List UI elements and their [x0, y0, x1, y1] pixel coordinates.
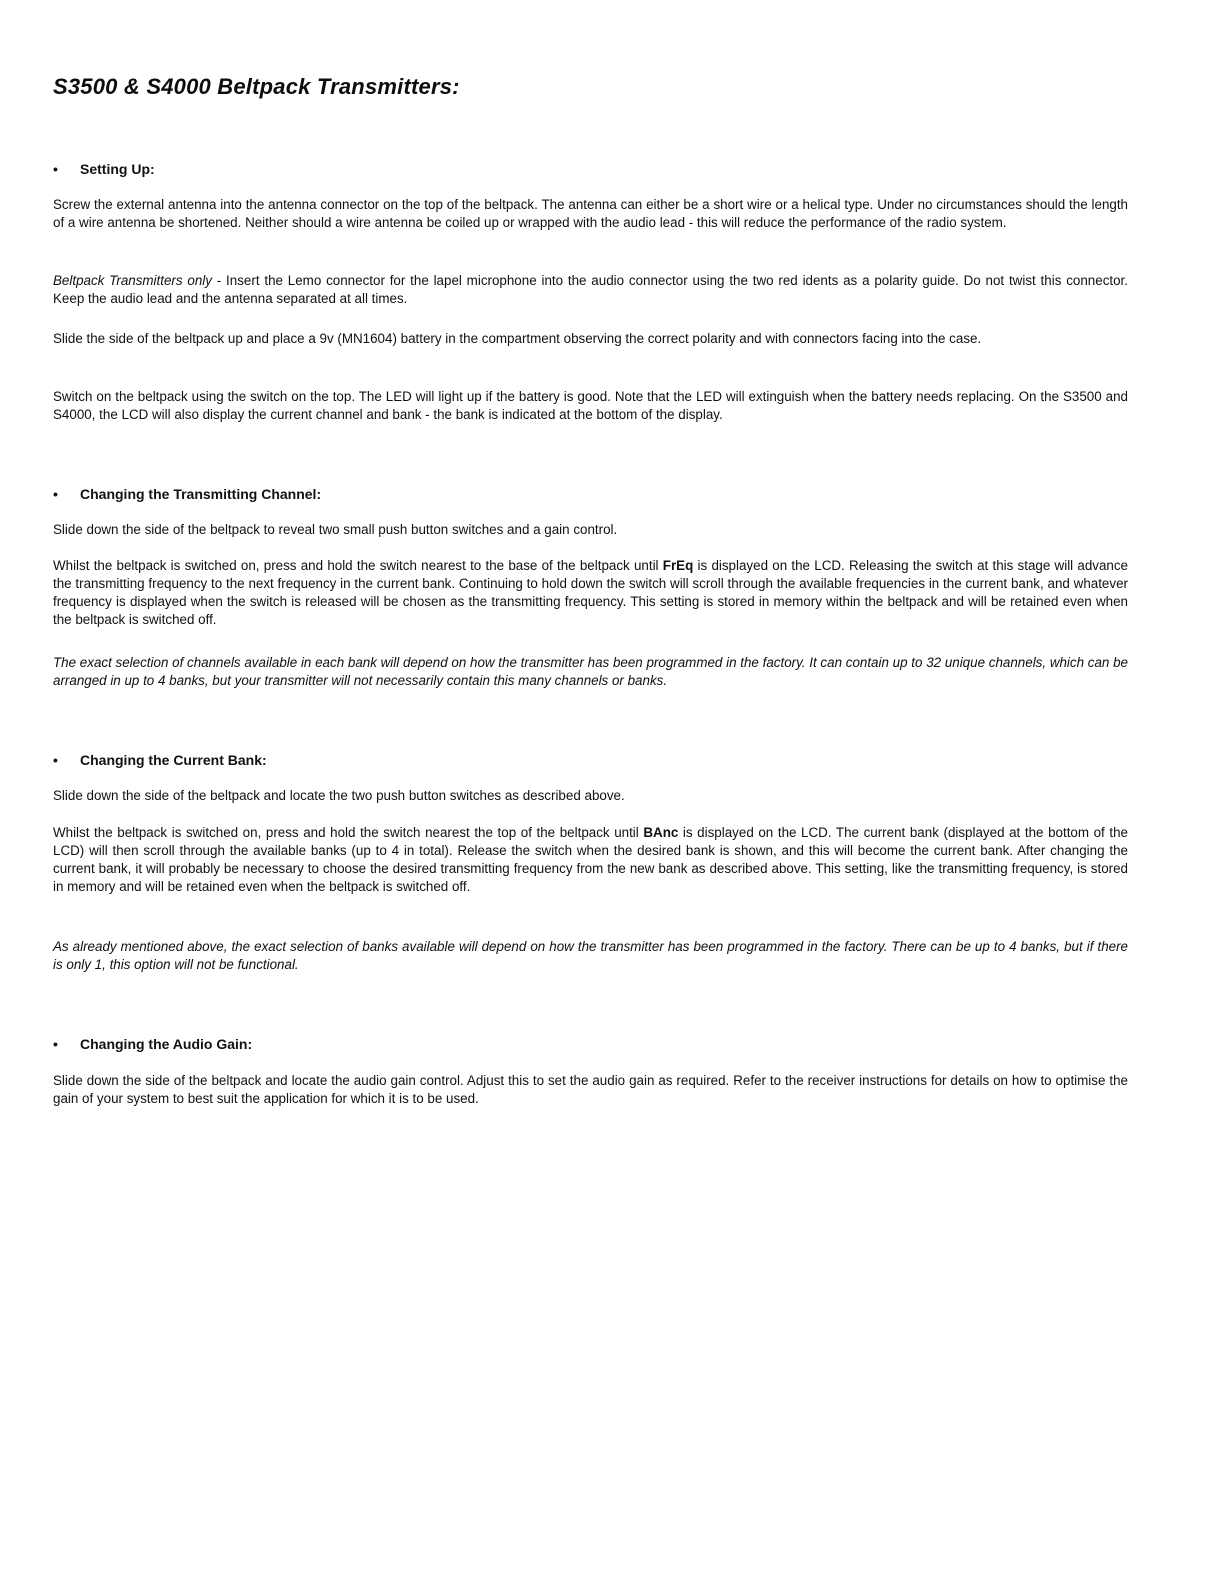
- channel-note: The exact selection of channels available in each bank will depend on how the transmitter has been programmed in the factory. It can contain up to 32 unique channels, which can be arranged in up to 4 banks, but your transmitter will not necessarily contain this many channels or banks.: [53, 655, 1128, 688]
- setting-up-paragraph-2: [53, 272, 1128, 308]
- bullet: •: [53, 486, 58, 502]
- channel-paragraph-2-start: Whilst the beltpack is switched on, press and hold the switch nearest to the base of the beltpack until: [53, 558, 663, 573]
- setting-up-paragraph-2-text: - Insert the Lemo connector for the lapel microphone into the audio connector using the two red idents as a polarity guide. Do not twist this connector. Keep the audio lead and the antenna separated at all times.: [53, 273, 1128, 306]
- bullet: •: [53, 161, 58, 177]
- setting-up-paragraph-4: Switch on the beltpack using the switch on the top. The LED will light up if the battery is good. Note that the LED will extinguish when the battery needs replacing. On the S3500 and S4000, the LCD will also display the current channel and bank - the bank is indicated at the bottom of the display.: [53, 389, 1128, 422]
- heading-audio-gain-text: Changing the Audio Gain:: [80, 1036, 253, 1052]
- channel-paragraph-2: [53, 557, 1128, 629]
- bullet: •: [53, 752, 58, 768]
- setting-up-paragraph-1: Screw the external antenna into the antenna connector on the top of the beltpack. The antenna can either be a short wire or a helical type. Under no circumstances should the length of a wire antenna be shortened. Neither should a wire antenna be coiled up or wrapped with the audio lead - this will reduce the performance of the radio system.: [53, 197, 1128, 230]
- bullet: •: [53, 1036, 58, 1052]
- setting-up-paragraph-3: Slide the side of the beltpack up and place a 9v (MN1604) battery in the compartment observing the correct polarity and with connectors facing into the case.: [53, 331, 982, 346]
- bank-paragraph-1: Slide down the side of the beltpack and locate the two push button switches as described above.: [53, 788, 625, 803]
- beltpack-only-label: Beltpack Transmitters only: [53, 273, 212, 288]
- heading-transmitting-channel: [53, 486, 321, 502]
- heading-setting-up-text: Setting Up:: [80, 161, 155, 177]
- bank-paragraph-2: [53, 824, 1128, 896]
- gain-paragraph-1: Slide down the side of the beltpack and locate the audio gain control. Adjust this to set the audio gain as required. Refer to the receiver instructions for details on how to optimise the gain of your system to best suit the application for which it is to be used.: [53, 1073, 1128, 1106]
- heading-setting-up: [53, 161, 155, 177]
- channel-paragraph-1: Slide down the side of the beltpack to reveal two small push button switches and a gain control.: [53, 522, 618, 537]
- freq-display-code: FrEq: [662, 558, 694, 573]
- document-title: S3500 & S4000 Beltpack Transmitters:: [53, 74, 460, 99]
- heading-transmitting-channel-text: Changing the Transmitting Channel:: [80, 486, 322, 502]
- bank-paragraph-2-start: Whilst the beltpack is switched on, press and hold the switch nearest the top of the beltpack until: [53, 825, 644, 840]
- bank-paragraph-2-end: is displayed on the LCD. The current bank (displayed at the bottom of the LCD) will then scroll through the available banks (up to 4 in total). Release the switch when the desired bank is shown, and this will become the current bank. After changing the current bank, it will probably be necessary to choose the desired transmitting frequency from the new bank as described above. This setting, like the transmitting frequency, is stored in memory and will be retained even when the beltpack is switched off.: [53, 825, 1128, 894]
- heading-current-bank-text: Changing the Current Bank:: [80, 752, 267, 768]
- bank-note: As already mentioned above, the exact selection of banks available will depend on how the transmitter has been programmed in the factory. There can be up to 4 banks, but if there is only 1, this option will not be functional.: [53, 939, 1128, 972]
- banc-display-code: BAnc: [643, 825, 679, 840]
- heading-audio-gain: [53, 1036, 252, 1052]
- heading-current-bank: [53, 752, 267, 768]
- channel-paragraph-2-end: is displayed on the LCD. Releasing the switch at this stage will advance the transmitting frequency to the next frequency in the current bank. Continuing to hold down the switch will scroll through the available frequencies in the current bank, and whatever frequency is displayed when the switch is released will be chosen as the transmitting frequency. This setting is stored in memory within the beltpack and will be retained even when the beltpack is switched off.: [53, 558, 1129, 627]
